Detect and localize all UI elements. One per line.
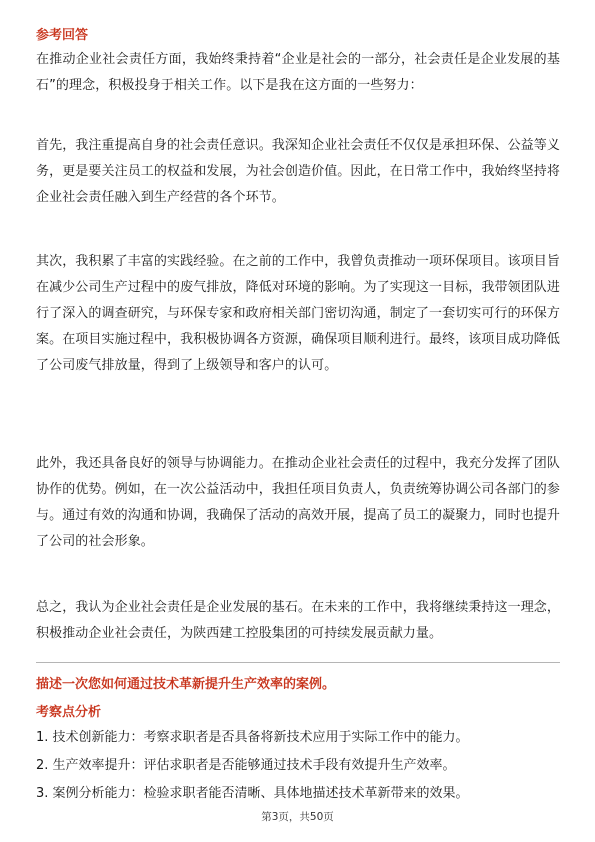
points-heading: 考察点分析 <box>36 705 102 720</box>
answer-paragraph-1: 在推动企业社会责任方面，我始终秉持着“企业是社会的一部分，社会责任是企业发展的基石”的理念，积极投身于相关工作。以下是我在这方面的一些努力： <box>36 52 560 93</box>
list-item: 1. 技术创新能力：考察求职者是否具备将新技术应用于实际工作中的能力。 <box>36 730 469 745</box>
answer-paragraph-3: 其次，我积累了丰富的实践经验。在之前的工作中，我曾负责推动一项环保项目。该项目旨在减少公司生产过程中的废气排放，降低对环境的影响。为了实现这一目标，我带领团队进行了深入的调查研究，与环保专家和政府相关部门密切沟通，制定了一套切实可行的环保方案。在项目实施过程中，我积极协调各方资源，确保项目顺利进行。最终，该项目成功降低了公司废气排放量，得到了上级领导和客户的认可。 <box>36 254 561 373</box>
list-item: 3. 案例分析能力：检验求职者能否清晰、具体地描述技术革新带来的效果。 <box>36 786 469 801</box>
page-number: 第3页，共50页 <box>261 811 334 823</box>
answer-paragraph-5: 总之，我认为企业社会责任是企业发展的基石。在未来的工作中，我将继续秉持这一理念，积极推动企业社会责任，为陕西建工控股集团的可持续发展贡献力量。 <box>36 600 561 641</box>
list-item: 2. 生产效率提升：评估求职者是否能够通过技术手段有效提升生产效率。 <box>36 758 456 773</box>
answer-paragraph-4: 此外，我还具备良好的领导与协调能力。在推动企业社会责任的过程中，我充分发挥了团队协作的优势。例如，在一次公益活动中，我担任项目负责人，负责统筹协调公司各部门的参与。通过有效的沟通和协调，我确保了活动的高效开展，提高了员工的凝聚力，同时也提升了公司的社会形象。 <box>36 456 561 549</box>
question-title: 描述一次您如何通过技术革新提升生产效率的案例。 <box>36 677 336 692</box>
answer-paragraph-2: 首先，我注重提高自身的社会责任意识。我深知企业社会责任不仅仅是承担环保、公益等义务，更是要关注员工的权益和发展，为社会创造价值。因此，在日常工作中，我始终坚持将企业社会责任融入到生产经营的各个环节。 <box>36 138 561 205</box>
section-divider <box>36 662 560 663</box>
answer-heading: 参考回答 <box>36 28 89 43</box>
